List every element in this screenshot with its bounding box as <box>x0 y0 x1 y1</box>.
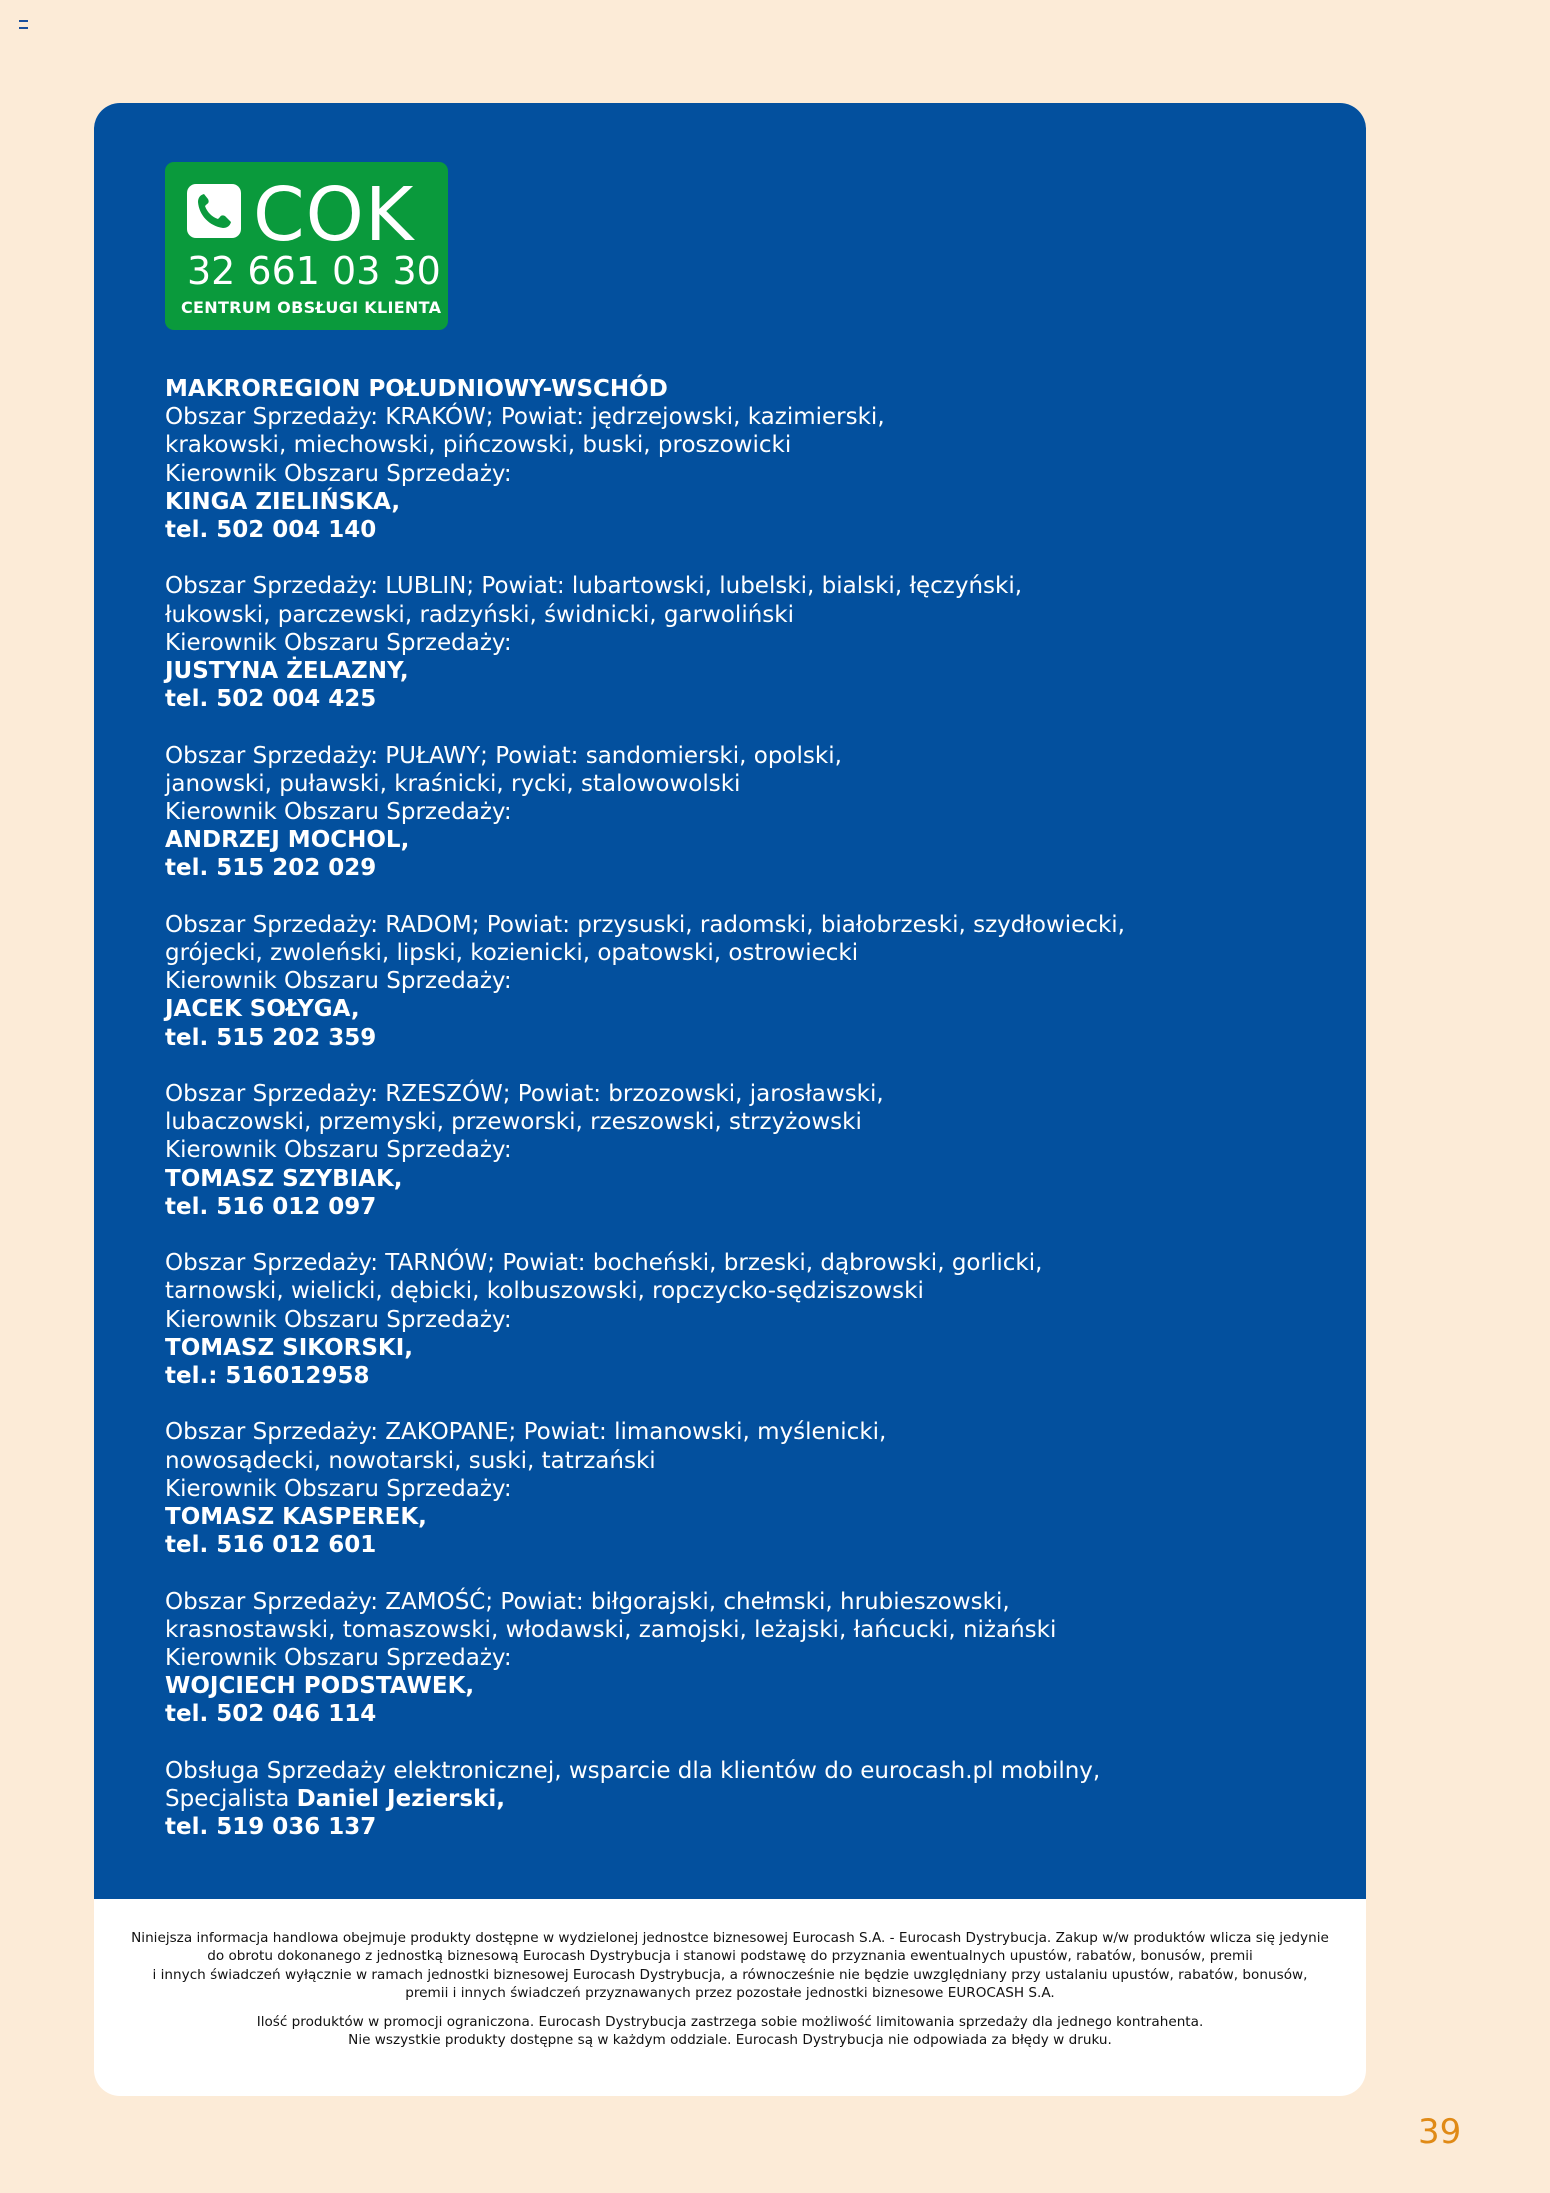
area-line-1: Obszar Sprzedaży: LUBLIN; Powiat: lubartowski, lubelski, bialski, łęczyński, <box>165 573 1023 600</box>
area-line-1: Obszar Sprzedaży: PUŁAWY; Powiat: sandomierski, opolski, <box>165 742 842 769</box>
manager-name: TOMASZ SIKORSKI, <box>165 1334 414 1361</box>
manager-label: Kierownik Obszaru Sprzedaży: <box>165 1137 512 1164</box>
manager-name: KINGA ZIELIŃSKA, <box>165 488 401 515</box>
menu-icon <box>19 20 28 29</box>
disclaimer-line: Ilość produktów w promocji ograniczona. Eurocash Dystrybucja zastrzega sobie możliwość limitowania sprzedaży dla jednego kontrahenta. <box>256 2013 1204 2030</box>
area-line-1: Obszar Sprzedaży: ZAMOŚĆ; Powiat: biłgorajski, chełmski, hrubieszowski, <box>165 1588 1010 1615</box>
region-title: MAKROREGION POŁUDNIOWY-WSCHÓD <box>165 376 668 402</box>
manager-phone: tel. 502 004 425 <box>165 686 377 713</box>
manager-name: TOMASZ SZYBIAK, <box>165 1165 403 1192</box>
contacts-panel <box>94 103 1366 1899</box>
manager-phone: tel.: 516012958 <box>165 1363 370 1390</box>
specialist-name: Daniel Jezierski, <box>296 1786 506 1813</box>
sales-area <box>165 403 1305 544</box>
manager-label: Kierownik Obszaru Sprzedaży: <box>165 1475 512 1502</box>
area-line-1: Obszar Sprzedaży: ZAKOPANE; Powiat: limanowski, myślenicki, <box>165 1419 887 1446</box>
area-line-2: janowski, puławski, kraśnicki, rycki, stalowowolski <box>165 770 741 797</box>
area-line-2: grójecki, zwoleński, lipski, kozienicki, opatowski, ostrowiecki <box>165 940 859 967</box>
legal-disclaimer <box>94 1929 1366 2049</box>
manager-label: Kierownik Obszaru Sprzedaży: <box>165 968 512 995</box>
phone-icon <box>187 184 241 238</box>
cok-phone-number: 32 661 03 30 <box>187 249 441 293</box>
sales-area <box>165 1249 1305 1390</box>
manager-name: JACEK SOŁYGA, <box>165 996 360 1023</box>
disclaimer-line: Nie wszystkie produkty dostępne są w każdym oddziale. Eurocash Dystrybucja nie odpowiada za błędy w druku. <box>348 2032 1112 2049</box>
contact-list <box>165 375 1305 1841</box>
manager-label: Kierownik Obszaru Sprzedaży: <box>165 1306 512 1333</box>
sales-area <box>165 911 1305 1052</box>
ecommerce-description: Obsługa Sprzedaży elektronicznej, wsparcie dla klientów do eurocash.pl mobilny, <box>165 1757 1101 1784</box>
manager-name: TOMASZ KASPEREK, <box>165 1504 427 1531</box>
manager-name: ANDRZEJ MOCHOL, <box>165 827 410 854</box>
manager-phone: tel. 502 004 140 <box>165 517 377 544</box>
manager-phone: tel. 515 202 359 <box>165 1024 377 1051</box>
manager-label: Kierownik Obszaru Sprzedaży: <box>165 799 512 826</box>
area-line-1: Obszar Sprzedaży: RADOM; Powiat: przysuski, radomski, białobrzeski, szydłowiecki, <box>165 911 1125 938</box>
sales-area <box>165 1418 1305 1559</box>
area-line-1: Obszar Sprzedaży: TARNÓW; Powiat: bocheński, brzeski, dąbrowski, gorlicki, <box>165 1250 1043 1277</box>
sales-area <box>165 1080 1305 1221</box>
manager-label: Kierownik Obszaru Sprzedaży: <box>165 1645 512 1672</box>
manager-name: WOJCIECH PODSTAWEK, <box>165 1673 475 1700</box>
cok-logo <box>165 162 448 330</box>
area-line-2: krasnostawski, tomaszowski, włodawski, zamojski, leżajski, łańcucki, niżański <box>165 1616 1057 1643</box>
page-number: 39 <box>1418 2112 1462 2152</box>
ecommerce-contact <box>165 1785 1305 1813</box>
area-line-2: tarnowski, wielicki, dębicki, kolbuszowski, ropczycko-sędziszowski <box>165 1278 924 1305</box>
disclaimer-line: do obrotu dokonanego z jednostką biznesową Eurocash Dystrybucja i stanowi podstawę do przyznania ewentualnych upustów, rabatów, bonusów, premii <box>207 1948 1253 1965</box>
manager-phone: tel. 502 046 114 <box>165 1701 377 1728</box>
area-line-2: krakowski, miechowski, pińczowski, buski, proszowicki <box>165 432 792 459</box>
manager-label: Kierownik Obszaru Sprzedaży: <box>165 629 512 656</box>
area-line-2: nowosądecki, nowotarski, suski, tatrzański <box>165 1447 656 1474</box>
disclaimer-line: i innych świadczeń wyłącznie w ramach jednostki biznesowej Eurocash Dystrybucja, a równocześnie nie będzie uwzględniany przy ustalaniu upustów, rabatów, bonusów, <box>152 1966 1308 1983</box>
area-line-1: Obszar Sprzedaży: RZESZÓW; Powiat: brzozowski, jarosławski, <box>165 1081 884 1108</box>
manager-phone: tel. 516 012 601 <box>165 1532 377 1559</box>
disclaimer-line: premii i innych świadczeń przyznawanych przez pozostałe jednostki biznesowe EUROCASH S.A. <box>405 1985 1055 2002</box>
disclaimer-line: Niniejsza informacja handlowa obejmuje produkty dostępne w wydzielonej jednostce biznesowej Eurocash S.A. - Eurocash Dystrybucja. Zakup w/w produktów wlicza się jedynie <box>131 1930 1329 1946</box>
cok-subtitle: CENTRUM OBSŁUGI KLIENTA <box>181 298 442 317</box>
manager-phone: tel. 516 012 097 <box>165 1193 377 1220</box>
sales-area <box>165 1588 1305 1729</box>
area-line-2: lubaczowski, przemyski, przeworski, rzeszowski, strzyżowski <box>165 1109 862 1136</box>
specialist-phone: tel. 519 036 137 <box>165 1814 377 1841</box>
cok-title: COK <box>253 172 415 258</box>
manager-name: JUSTYNA ŻELAZNY, <box>165 658 409 685</box>
manager-phone: tel. 515 202 029 <box>165 855 377 882</box>
ecommerce-support <box>165 1757 1305 1842</box>
area-line-2: łukowski, parczewski, radzyński, świdnicki, garwoliński <box>165 601 794 628</box>
specialist-role: Specjalista <box>165 1786 290 1813</box>
area-line-1: Obszar Sprzedaży: KRAKÓW; Powiat: jędrzejowski, kazimierski, <box>165 404 885 431</box>
sales-area <box>165 742 1305 883</box>
contact-card <box>94 103 1366 2096</box>
sales-area <box>165 572 1305 713</box>
manager-label: Kierownik Obszaru Sprzedaży: <box>165 460 512 487</box>
